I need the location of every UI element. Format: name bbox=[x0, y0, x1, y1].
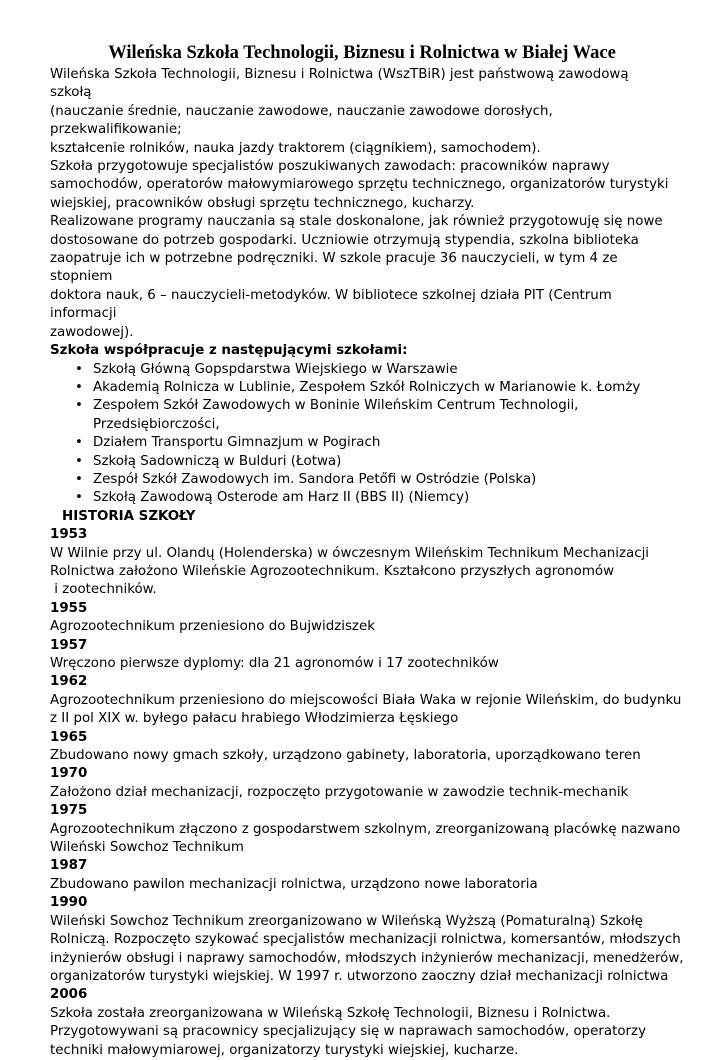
cooperation-item-text: Zespołem Szkół Zawodowych w Boninie Wileńskim Centrum Technologii, bbox=[93, 398, 579, 414]
history-section bbox=[50, 526, 684, 1060]
intro-line: zaopatruje ich w potrzebne podręczniki. W szkole pracuje 36 nauczycieli, w tym 4 ze stopniem bbox=[50, 251, 618, 285]
history-year: 1965 bbox=[50, 729, 88, 745]
cooperation-item bbox=[50, 361, 674, 379]
intro-line: samochodów, operatorów małowymiarowego sprzętu technicznego, organizatorów turystyki bbox=[50, 177, 669, 193]
history-year: 2006 bbox=[50, 987, 88, 1003]
history-text: Agrozootechnikum złączono z gospodarstwem szkolnym, zreorganizowaną placówkę nazwano bbox=[50, 821, 681, 837]
history-text: z II pol XIX w. byłego pałacu hrabiego Włodzimierza Łęskiego bbox=[50, 711, 459, 727]
bullet-icon: • bbox=[75, 453, 83, 469]
intro-line: doktora nauk, 6 – nauczycieli-metodyków. W bibliotece szkolnej działa PIT (Centrum informacji bbox=[50, 287, 612, 322]
history-text: Rolniczą. Rozpoczęto szykować specjalistów mechanizacji rolnictwa, komersantów, młodszych bbox=[50, 932, 681, 948]
cooperation-list bbox=[50, 361, 674, 508]
cooperation-item bbox=[50, 471, 674, 489]
cooperation-item-text: Szkołą Zawodową Osterode am Harz II (BBS II) (Niemcy) bbox=[93, 490, 470, 506]
history-text: Wileński Sowchoz Technikum zreorganizowano w Wileńską Wyższą (Pomaturalną) Szkołę bbox=[50, 913, 643, 929]
history-year: 1953 bbox=[50, 527, 88, 543]
history-text: Agrozootechnikum przeniesiono do miejscowości Biała Waka w rejonie Wileńskim, do budynku bbox=[50, 692, 682, 708]
bullet-icon: • bbox=[75, 379, 83, 395]
cooperation-item bbox=[50, 434, 674, 452]
history-year: 1987 bbox=[50, 858, 88, 874]
history-text: Zbudowano nowy gmach szkoły, urządzono gabinety, laboratoria, uporządkowano teren bbox=[50, 748, 641, 764]
intro-line: Wileńska Szkoła Technologii, Biznesu i Rolnictwa (WszTBiR) jest państwową zawodową szkołą bbox=[50, 67, 629, 101]
bullet-icon: • bbox=[75, 490, 83, 506]
intro-line: dostosowane do potrzeb gospodarki. Uczniowie otrzymują stypendia, szkolna biblioteka bbox=[50, 232, 639, 248]
intro-line: wiejskiej, pracowników obsługi sprzętu technicznego, kucharzy. bbox=[50, 195, 475, 211]
history-year: 1957 bbox=[50, 637, 88, 653]
history-text: i zootechników. bbox=[50, 582, 157, 598]
history-text: Założono dział mechanizacji, rozpoczęto przygotowanie w zawodzie technik-mechanik bbox=[50, 784, 629, 800]
history-text: Przygotowywani są pracownicy specjalizujący się w naprawach samochodów, operatorzy bbox=[50, 1024, 646, 1040]
history-year: 1962 bbox=[50, 674, 88, 690]
history-text: Rolnictwa założono Wileńskie Agrozootechnikum. Kształcono przyszłych agronomów bbox=[50, 563, 615, 579]
document-title: Wileńska Szkoła Technologii, Biznesu i Rolnictwa w Białej Wace bbox=[108, 43, 616, 63]
cooperation-item bbox=[50, 397, 674, 434]
cooperation-item bbox=[50, 489, 674, 507]
history-text: W Wilnie przy ul. Olandų (Holenderska) w ówczesnym Wileńskim Technikum Mechanizacji bbox=[50, 545, 650, 561]
history-heading: HISTORIA SZKOŁY bbox=[62, 508, 196, 524]
bullet-icon: • bbox=[75, 398, 83, 414]
cooperation-item bbox=[50, 453, 674, 471]
cooperation-item-text: Działem Transportu Gimnazjum w Pogirach bbox=[93, 435, 381, 451]
intro-line: zawodowej). bbox=[50, 324, 134, 340]
history-year: 1990 bbox=[50, 895, 88, 911]
history-year: 1975 bbox=[50, 803, 88, 819]
bullet-icon: • bbox=[75, 435, 83, 451]
history-year: 1970 bbox=[50, 766, 88, 782]
cooperation-item-text: Akademią Rolnicza w Lublinie, Zespołem Szkół Rolniczych w Marianowie k. Łomży bbox=[93, 379, 641, 395]
history-text: Szkoła została zreorganizowana w Wileńską Szkołę Technologii, Biznesu i Rolnictwa. bbox=[50, 1005, 611, 1021]
history-text: inżynierów obsługi i naprawy samochodów, młodszych inżynierów mechanizacji, menedżerów, bbox=[50, 950, 684, 966]
history-text: Wręczono pierwsze dyplomy: dla 21 agronomów i 17 zootechników bbox=[50, 656, 499, 671]
intro-line: kształcenie rolników, nauka jazdy traktorem (ciągnikiem), samochodem). bbox=[50, 140, 541, 156]
cooperation-item-text: Szkołą Sadowniczą w Bulduri (Łotwa) bbox=[93, 453, 342, 469]
cooperation-heading: Szkoła współpracuje z następującymi szkołami: bbox=[50, 343, 408, 359]
cooperation-item bbox=[50, 379, 674, 397]
intro-line: Szkoła przygotowuje specjalistów poszukiwanych zawodach: pracowników naprawy bbox=[50, 159, 610, 175]
history-text: techniki małowymiarowej, organizatorzy turystyki wiejskiej, kucharze. bbox=[50, 1042, 519, 1058]
intro-section bbox=[50, 66, 674, 342]
intro-line: (nauczanie średnie, nauczanie zawodowe, nauczanie zawodowe dorosłych, przekwalifikowanie; bbox=[50, 103, 553, 138]
history-text: Agrozootechnikum przeniesiono do Bujwidziszek bbox=[50, 619, 375, 635]
history-text: Zbudowano pawilon mechanizacji rolnictwa, urządzono nowe laboratoria bbox=[50, 876, 538, 892]
document-page bbox=[50, 40, 684, 1060]
intro-line: Realizowane programy nauczania są stale doskonalone, jak również przygotowuję się nowe bbox=[50, 214, 663, 230]
history-text: organizatorów turystyki wiejskiej. W 1997 r. utworzono zaoczny dział mechanizacji rolnictwa bbox=[50, 968, 669, 984]
history-text: Wileński Sowchoz Technikum bbox=[50, 840, 244, 856]
bullet-icon: • bbox=[75, 471, 83, 487]
bullet-icon: • bbox=[75, 361, 83, 377]
cooperation-item-text: Zespół Szkół Zawodowych im. Sandora Petőfi w Ostródzie (Polska) bbox=[93, 471, 537, 487]
cooperation-item-text: Przedsiębiorczości, bbox=[93, 416, 220, 432]
cooperation-item-text: Szkołą Główną Gopspdarstwa Wiejskiego w Warszawie bbox=[93, 361, 458, 377]
history-year: 1955 bbox=[50, 600, 88, 616]
